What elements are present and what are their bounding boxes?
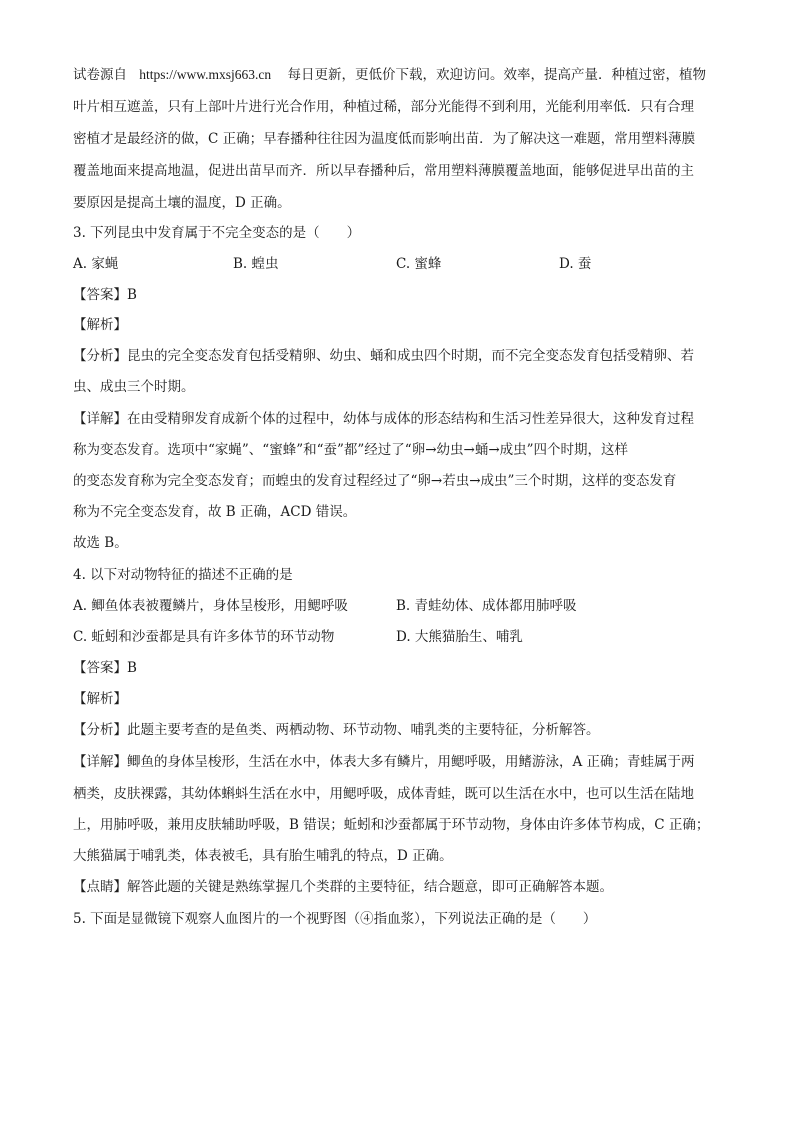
q3-fenxi-line-1: 【分析】昆虫的完全变态发育包括受精卵、幼虫、蛹和成虫四个时期，而不完全变态发育包括受精卵、若 [73, 348, 694, 364]
q4-option-c: C. 蚯蚓和沙蚕都是具有许多体节的环节动物 [73, 629, 335, 645]
q4-option-b: B. 青蛙幼体、成体都用肺呼吸 [396, 598, 577, 614]
q4-xiangjie-line-2: 栖类，皮肤裸露，其幼体蝌蚪生活在水中，用鳃呼吸，成体青蛙，既可以生活在水中，也可以生活在陆地 [73, 786, 694, 802]
q4-xiangjie-line-4: 大熊猫属于哺乳类，体表被毛，具有胎生哺乳的特点，D 正确。 [73, 848, 453, 864]
q3-xiangjie-line-3: 的变态发育称为完全变态发育；而蝗虫的发育过程经过了“卵→若虫→成虫”三个时期，这样的变态发育 [73, 473, 677, 489]
source-notice: 每日更新，更低价下载，欢迎访问。 [287, 67, 504, 83]
q5-stem: 5. 下面是显微镜下观察人血图片的一个视野图（④指血浆），下列说法正确的是（ ） [73, 911, 597, 927]
q3-option-b: B. 蝗虫 [233, 256, 279, 272]
q3-fenxi-line-2: 虫、成虫三个时期。 [73, 379, 195, 395]
q2-tail-line-4: 覆盖地面来提高地温，促进出苗早而齐．所以早春播种后，常用塑料薄膜覆盖地面，能够促进早出苗的主 [73, 163, 694, 179]
q3-analysis-title: 【解析】 [73, 317, 127, 333]
q3-option-d: D. 蚕 [559, 256, 592, 272]
source-url[interactable]: https://www.mxsj663.cn [139, 67, 272, 82]
q4-dianjing: 【点睛】解答此题的关键是熟练掌握几个类群的主要特征，结合题意，即可正确解答本题。 [73, 879, 613, 895]
q4-xiangjie-line-3: 上，用肺呼吸，兼用皮肤辅助呼吸，B 错误；蚯蚓和沙蚕都属于环节动物，身体由许多体节构成，C 正确； [73, 817, 710, 833]
q3-answer: 【答案】B [73, 287, 137, 303]
q2-tail-line-1: 效率，提高产量．种植过密，植物 [503, 67, 706, 83]
q4-answer: 【答案】B [73, 660, 137, 676]
q3-option-c: C. 蜜蜂 [396, 256, 442, 272]
q4-fenxi: 【分析】此题主要考查的是鱼类、两栖动物、环节动物、哺乳类的主要特征，分析解答。 [73, 722, 600, 738]
q3-xiangjie-line-1: 【详解】在由受精卵发育成新个体的过程中，幼体与成体的形态结构和生活习性差异很大，这种发育过程 [73, 411, 694, 427]
source-label: 试卷源自 [73, 67, 127, 83]
q2-tail-line-5: 要原因是提高土壤的温度，D 正确。 [73, 195, 291, 211]
q4-option-a: A. 鲫鱼体表被覆鳞片，身体呈梭形，用鳃呼吸 [73, 598, 348, 614]
q4-xiangjie-line-1: 【详解】鲫鱼的身体呈梭形，生活在水中，体表大多有鳞片，用鳃呼吸，用鳍游泳，A 正确；青蛙属于两 [73, 754, 695, 770]
q3-xiangjie-line-2: 称为变态发育。选项中“家蝇”、“蜜蜂”和“蚕”都”经过了“卵→幼虫→蛹→成虫”四个时期，这样 [73, 442, 629, 458]
q3-conclusion: 故选 B。 [73, 535, 128, 551]
header-line [73, 66, 706, 84]
q3-option-a: A. 家蝇 [73, 256, 119, 272]
q2-tail-line-3: 密植才是最经济的做，C 正确；早春播种往往因为温度低而影响出苗．为了解决这一难题，常用塑料薄膜 [73, 131, 696, 147]
q3-xiangjie-line-4: 称为不完全变态发育，故 B 正确，ACD 错误。 [73, 504, 357, 520]
q4-stem: 4. 以下对动物特征的描述不正确的是 [73, 567, 293, 583]
q4-analysis-title: 【解析】 [73, 691, 127, 707]
q2-tail-line-2: 叶片相互遮盖，只有上部叶片进行光合作用，种植过稀，部分光能得不到利用，光能利用率低．只有合理 [73, 99, 694, 115]
q4-option-d: D. 大熊猫胎生、哺乳 [396, 629, 523, 645]
q3-stem: 3. 下列昆虫中发育属于不完全变态的是（ ） [73, 225, 361, 241]
